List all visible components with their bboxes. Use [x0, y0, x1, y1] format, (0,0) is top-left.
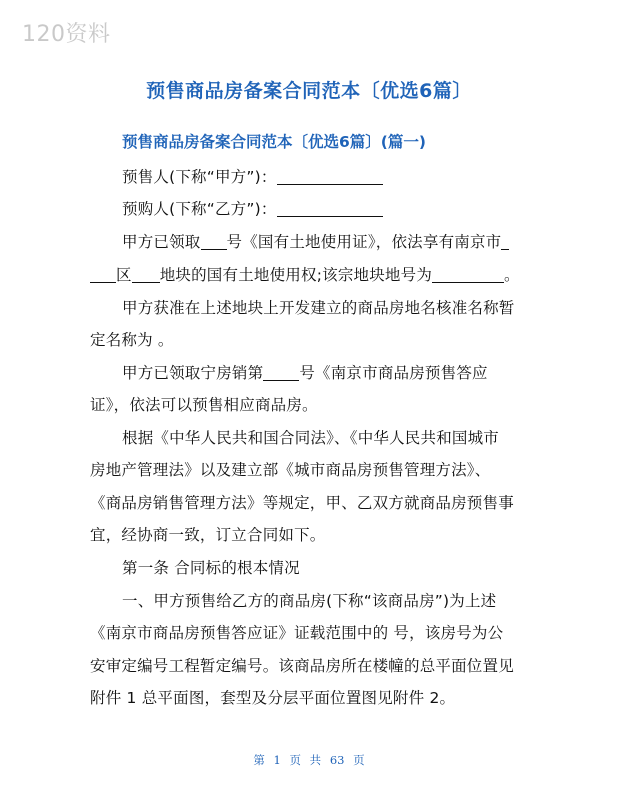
- buyer-line: [122, 197, 383, 219]
- text-segment: 地块的国有土地使用权;该宗地块地号为: [159, 266, 433, 284]
- page-footer: 第 1 页 共 63 页: [253, 753, 365, 767]
- paragraph-line: 根据《中华人民共和国合同法》、《中华人民共和国城市: [122, 429, 500, 447]
- blank-field: [90, 266, 116, 283]
- seller-label: 预售人(下称“甲方”)：: [122, 168, 277, 186]
- paragraph-line: 定名称为 。: [90, 331, 174, 349]
- paragraph-line: 附件 1 总平面图，套型及分层平面位置图见附件 2。: [90, 689, 456, 707]
- watermark: 120资料: [22, 22, 111, 47]
- text-segment: 甲方已领取: [122, 233, 201, 251]
- paragraph-line: 甲方获准在上述地块上开发建立的商品房地名核准名称暂: [122, 299, 515, 317]
- text-segment: 号《国有土地使用证》，依法享有南京市: [226, 233, 502, 251]
- buyer-blank: [277, 200, 383, 217]
- document-title: 预售商品房备案合同范本〔优选6篇〕: [146, 80, 472, 102]
- paragraph-line: 安审定编号工程暂定编号。该商品房所在楼幢的总平面位置见: [90, 657, 514, 675]
- paragraph-line: 证》，依法可以预售相应商品房。: [90, 396, 318, 414]
- blank-field: [201, 233, 227, 250]
- seller-line: [122, 165, 383, 187]
- blank-field: [432, 266, 504, 283]
- paragraph-line: [90, 263, 520, 285]
- buyer-label: 预购人(下称“乙方”)：: [122, 200, 277, 218]
- paragraph-line: [122, 230, 509, 252]
- text-segment: 甲方已领取宁房销第: [122, 364, 264, 382]
- text-segment: 。: [504, 266, 520, 284]
- blank-field: [263, 364, 299, 381]
- blank-field: [501, 233, 509, 250]
- paragraph-line: 房地产管理法》以及建立部《城市商品房预售管理方法》、: [90, 461, 491, 479]
- seller-blank: [277, 168, 383, 185]
- paragraph-line: [122, 361, 488, 383]
- text-segment: 区: [116, 266, 132, 284]
- paragraph-line: 《商品房销售管理方法》等规定，甲、乙双方就商品房预售事: [90, 494, 514, 512]
- section-subtitle: 预售商品房备案合同范本〔优选6篇〕(篇一): [122, 133, 426, 151]
- blank-field: [132, 266, 160, 283]
- text-segment: 号《南京市商品房预售答应: [299, 364, 488, 382]
- section-heading: 第一条 合同标的根本情况: [122, 559, 300, 577]
- paragraph-line: 宜，经协商一致，订立合同如下。: [90, 526, 326, 544]
- paragraph-line: 《南京市商品房预售答应证》证载范围中的 号，该房号为公: [90, 624, 504, 642]
- paragraph-line: 一、甲方预售给乙方的商品房(下称“该商品房”)为上述: [122, 592, 497, 610]
